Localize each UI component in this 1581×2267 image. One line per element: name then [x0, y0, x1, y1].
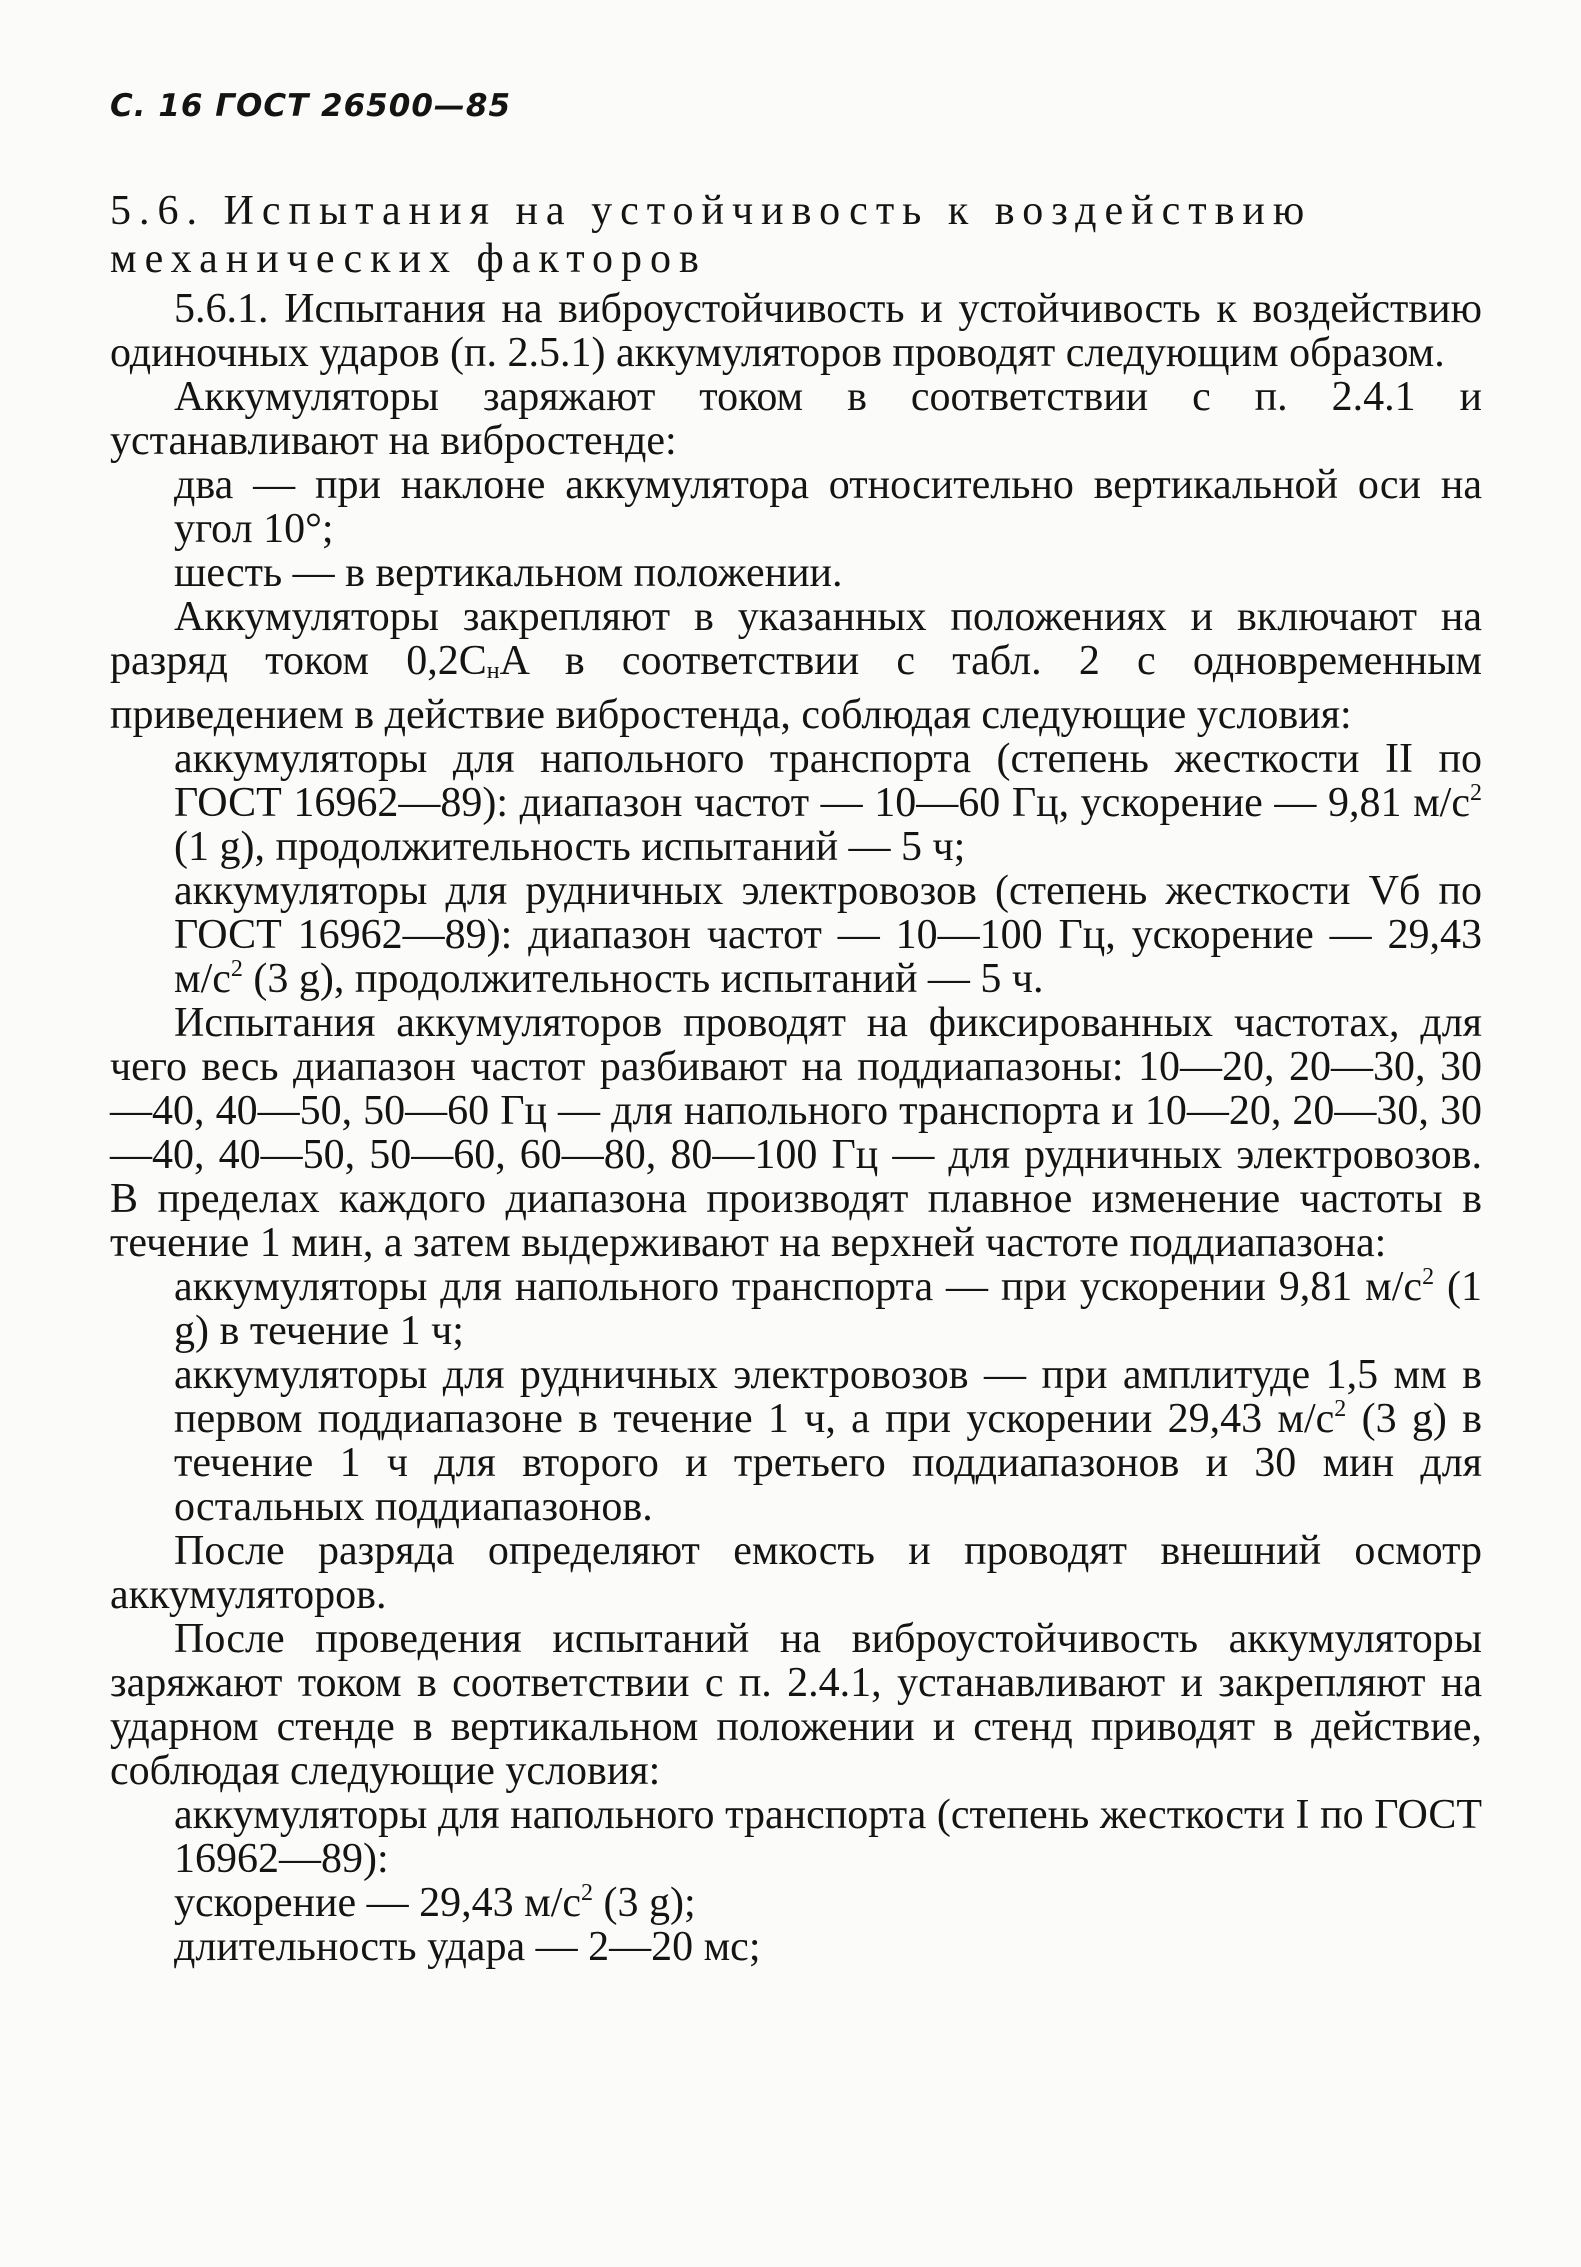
- acceleration-text-b: (3 g);: [593, 1880, 696, 1926]
- superscript-2: 2: [581, 1880, 594, 1906]
- list-item-floor-transport: [110, 737, 1482, 869]
- acceleration-text-a: ускорение — 29,43 м/с: [174, 1880, 582, 1926]
- superscript-2: 2: [1334, 1396, 1347, 1422]
- mine-text-b: (3 g), продолжительность испытаний — 5 ч.: [242, 956, 1044, 1002]
- paragraph-fixed-frequencies: Испытания аккумуляторов проводят на фиксированных частотах, для чего весь диапазон частот разбивают на поддиапазоны: 10—20, 20—30, 30—40, 40—50, 50—60 Гц — для напольного транспорта и 10—20, 20—30, 30—40, 40—50, 50—60, 60—80, 80—100 Гц — для рудничных электровозов. В пределах каждого диапазона производят плавное изменение частоты в течение 1 мин, а затем выдерживают на верхней частоте поддиапазона:: [110, 1000, 1482, 1266]
- list-item-mine-locomotives: [110, 869, 1482, 1001]
- paragraph-shock-test: После проведения испытаний на виброустойчивость аккумуляторы заряжают током в соответствии с п. 2.4.1, устанавливают и закрепляют на ударном стенде в вертикальном положении и стенд приводят в действие, соблюдая следующие условия:: [110, 1616, 1482, 1794]
- mine-text-a: аккумуляторы для рудничных электровозов (степень жесткости Vб по ГОСТ 16962—89): диапазон частот — 10—100 Гц, ускорение — 29,43 м/с: [174, 868, 1482, 1002]
- floor-hold-text-a: аккумуляторы для напольного транспорта — при ускорении 9,81 м/с: [174, 1264, 1423, 1310]
- paragraph-after-discharge: После разряда определяют емкость и проводят внешний осмотр аккумуляторов.: [110, 1528, 1482, 1618]
- floor-hold-text-b: (1 g) в течение 1 ч;: [174, 1264, 1482, 1354]
- list-item-impact-duration: длительность удара — 2—20 мс;: [174, 1924, 761, 1970]
- superscript-2: 2: [1422, 1264, 1435, 1290]
- body-text: [110, 287, 1482, 1969]
- floor-text-a: аккумуляторы для напольного транспорта (степень жесткости II по ГОСТ 16962—89): диапазон частот — 10—60 Гц, ускорение — 9,81 м/с: [174, 736, 1482, 826]
- mine-hold-text-a: аккумуляторы для рудничных электровозов — при амплитуде 1,5 мм в первом поддиапазоне в течение 1 ч, а при ускорении 29,43 м/с: [174, 1352, 1482, 1442]
- mine-hold-text-b: (3 g) в течение 1 ч для второго и третьего поддиапазонов и 30 мин для остальных поддиапазонов.: [174, 1396, 1482, 1530]
- section-heading: 5.6. Испытания на устойчивость к воздействию механических факторов: [110, 188, 1313, 282]
- list-item-floor-shock: аккумуляторы для напольного транспорта (степень жесткости I по ГОСТ 16962—89):: [174, 1792, 1482, 1882]
- list-item-acceleration: [110, 1881, 1482, 1925]
- superscript-2: 2: [1470, 780, 1482, 806]
- paragraph-discharge: [110, 595, 1482, 737]
- superscript-2: 2: [230, 956, 243, 982]
- paragraph-charge: Аккумуляторы заряжают током в соответствии с п. 2.4.1 и устанавливают на вибростенде:: [110, 374, 1482, 464]
- list-item-six: шесть — в вертикальном положении.: [174, 550, 843, 596]
- list-item-floor-hold: [110, 1265, 1482, 1353]
- page-header: С. 16 ГОСТ 26500—85: [110, 88, 512, 124]
- discharge-text-b: A в соответствии с табл. 2 с одновременным приведением в действие вибростенда, соблюдая следующие условия:: [110, 638, 1482, 738]
- floor-text-b: (1 g), продолжительность испытаний — 5 ч;: [174, 824, 966, 870]
- subscript-n: н: [486, 658, 500, 684]
- list-item-mine-hold: [110, 1353, 1482, 1529]
- list-item-two: два — при наклоне аккумулятора относительно вертикальной оси на угол 10°;: [174, 462, 1482, 552]
- paragraph-5-6-1: 5.6.1. Испытания на виброустойчивость и устойчивость к воздействию одиночных ударов (п. 2.5.1) аккумуляторов проводят следующим образом.: [110, 286, 1482, 376]
- discharge-text-a: Аккумуляторы закрепляют в указанных положениях и включают на разряд током 0,2C: [110, 594, 1482, 684]
